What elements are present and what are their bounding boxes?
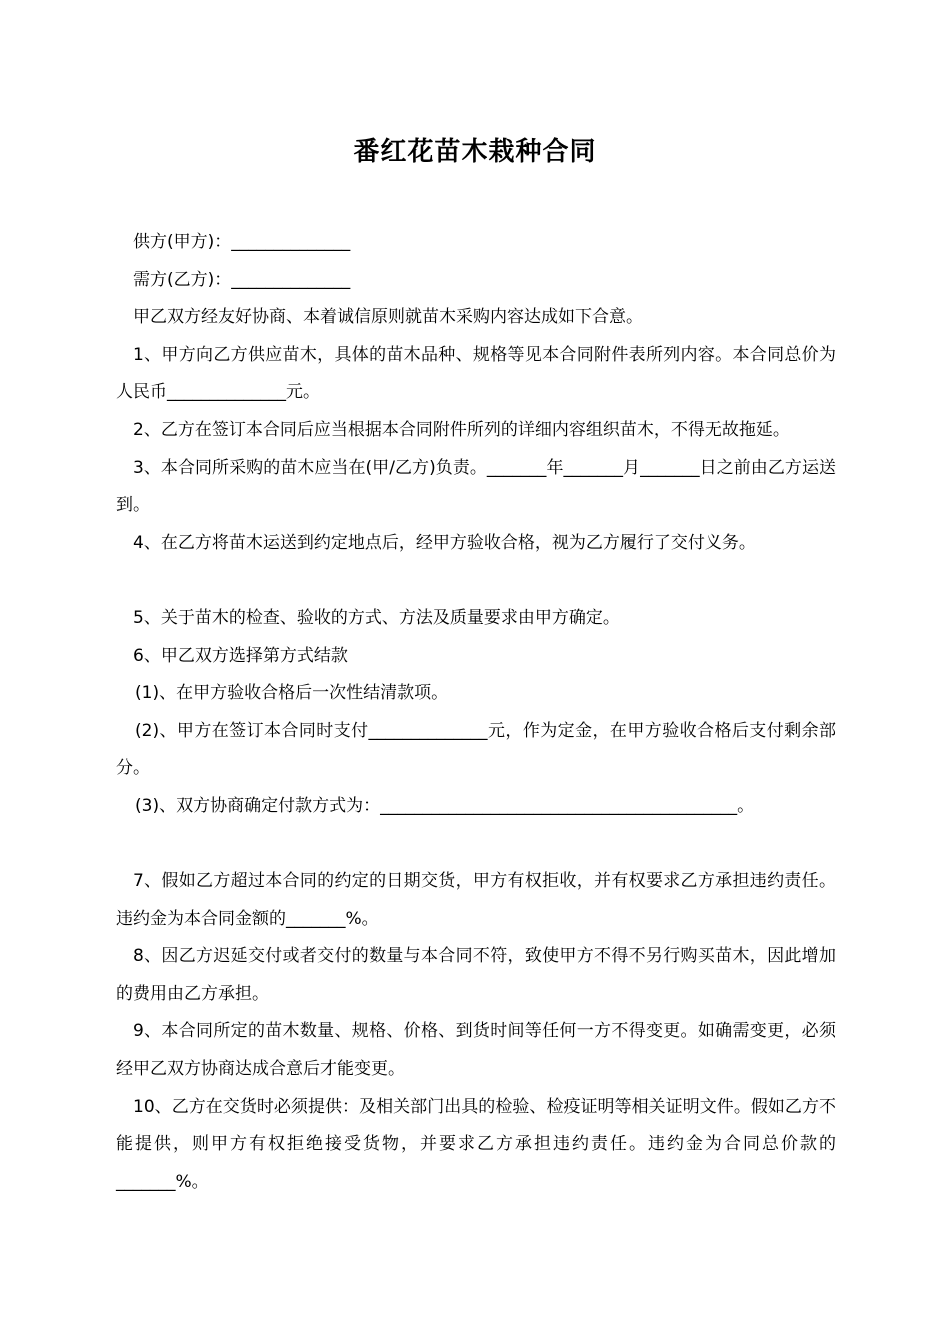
buyer-line: 需方(乙方)：______________ — [133, 269, 351, 290]
supplier-line: 供方(甲方)：______________ — [133, 232, 351, 252]
paragraph-gap — [116, 562, 836, 600]
clause-6-option-1: (1)、在甲方验收合格后一次性结清款项。 — [135, 683, 449, 704]
clause-6-option-2: (2)、甲方在签订本合同时支付______________元，作为定金，在甲方验收合格后支付剩余部分。 — [116, 720, 836, 779]
document-title: 番红花苗木栽种合同 — [353, 137, 597, 167]
clause-3: 3、本合同所采购的苗木应当在(甲/乙方)负责。_______年_______月_______日之前由乙方运送到。 — [116, 457, 836, 516]
clause-10: 10、乙方在交货时必须提供：及相关部门出具的检验、检疫证明等相关证明文件。假如乙方不能提供，则甲方有权拒绝接受货物，并要求乙方承担违约责任。违约金为合同总价款的_______%。 — [116, 1096, 836, 1192]
clause-6: 6、甲乙双方选择第方式结款 — [133, 645, 348, 666]
clause-8: 8、因乙方迟延交付或者交付的数量与本合同不符，致使甲方不得不另行购买苗木，因此增加的费用由乙方承担。 — [116, 946, 836, 1004]
clause-6-option-3: (3)、双方协商确定付款方式为：__________________________________________。 — [135, 795, 755, 816]
clause-7: 7、假如乙方超过本合同的约定的日期交货，甲方有权拒收，并有权要求乙方承担违约责任。违约金为本合同金额的_______%。 — [116, 871, 836, 929]
paragraph-gap — [116, 826, 836, 864]
contract-body — [116, 224, 836, 1201]
preamble: 甲乙双方经友好协商、本着诚信原则就苗木采购内容达成如下合意。 — [133, 307, 643, 328]
clause-2: 2、乙方在签订本合同后应当根据本合同附件所列的详细内容组织苗木，不得无故拖延。 — [133, 419, 790, 440]
clause-9: 9、本合同所定的苗木数量、规格、价格、到货时间等任何一方不得变更。如确需变更，必须经甲乙双方协商达成合意后才能变更。 — [116, 1021, 836, 1080]
clause-1: 1、甲方向乙方供应苗木，具体的苗木品种、规格等见本合同附件表所列内容。本合同总价为人民币______________元。 — [116, 344, 836, 403]
clause-4: 4、在乙方将苗木运送到约定地点后，经甲方验收合格，视为乙方履行了交付义务。 — [133, 532, 756, 553]
clause-5: 5、关于苗木的检查、验收的方式、方法及质量要求由甲方确定。 — [133, 607, 620, 628]
